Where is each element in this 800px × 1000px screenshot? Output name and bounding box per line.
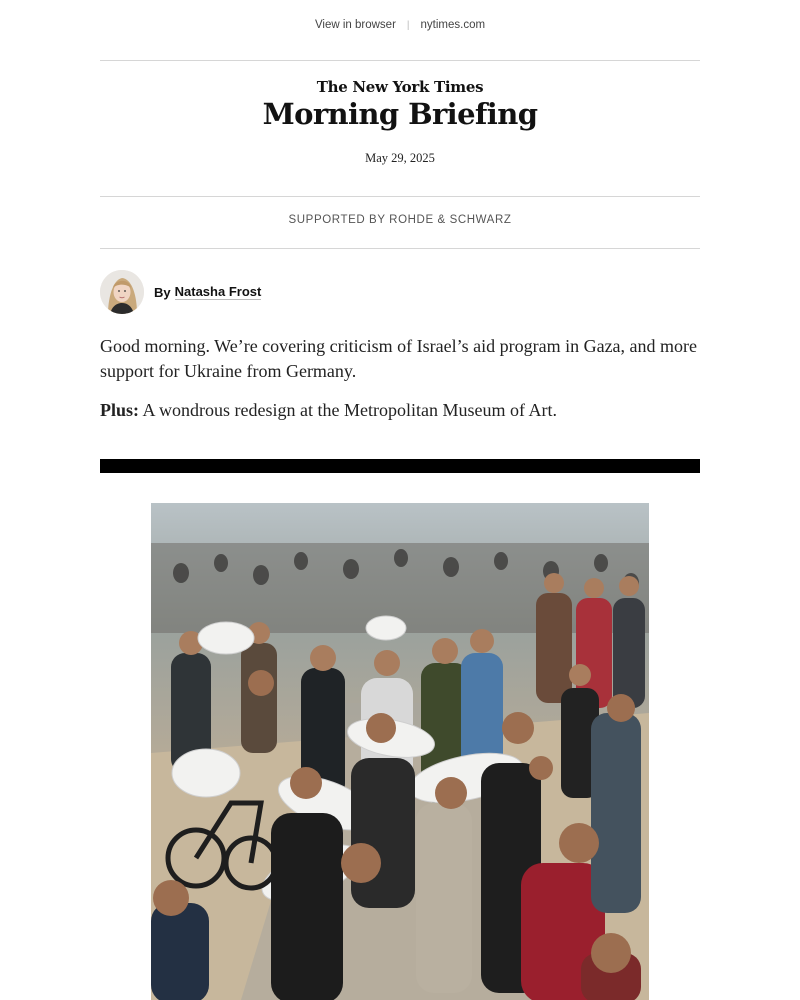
plus-label: Plus: bbox=[100, 400, 140, 420]
author-link[interactable]: Natasha Frost bbox=[174, 284, 262, 299]
nyt-logo[interactable]: The New York Times bbox=[316, 78, 484, 96]
lead-photo[interactable] bbox=[151, 503, 649, 1000]
sponsor-bottom-divider bbox=[100, 248, 700, 249]
sponsor-top-divider bbox=[100, 196, 700, 197]
plus-paragraph bbox=[100, 398, 700, 423]
view-in-browser-link[interactable]: View in browser bbox=[314, 19, 396, 31]
issue-date: May 29, 2025 bbox=[365, 151, 435, 165]
byline bbox=[100, 270, 261, 314]
link-separator: | bbox=[406, 19, 410, 31]
author-photo-icon bbox=[100, 270, 144, 314]
nytimes-link[interactable]: nytimes.com bbox=[420, 19, 486, 31]
section-divider-bar bbox=[100, 459, 700, 473]
intro-paragraph: Good morning. We’re covering criticism of Israel’s aid program in Gaza, and more support for Ukraine from Germany. bbox=[100, 336, 698, 381]
author-avatar bbox=[100, 270, 144, 314]
top-links-bar bbox=[0, 0, 800, 50]
gaza-aid-crowd-photo-icon bbox=[151, 503, 649, 1000]
newsletter-title: Morning Briefing bbox=[262, 97, 538, 131]
plus-text: A wondrous redesign at the Metropolitan Museum of Art. bbox=[139, 400, 557, 420]
header-divider bbox=[100, 60, 700, 61]
sponsor-label: SUPPORTED BY ROHDE & SCHWARZ bbox=[288, 214, 512, 226]
byline-prefix: By bbox=[154, 284, 171, 300]
